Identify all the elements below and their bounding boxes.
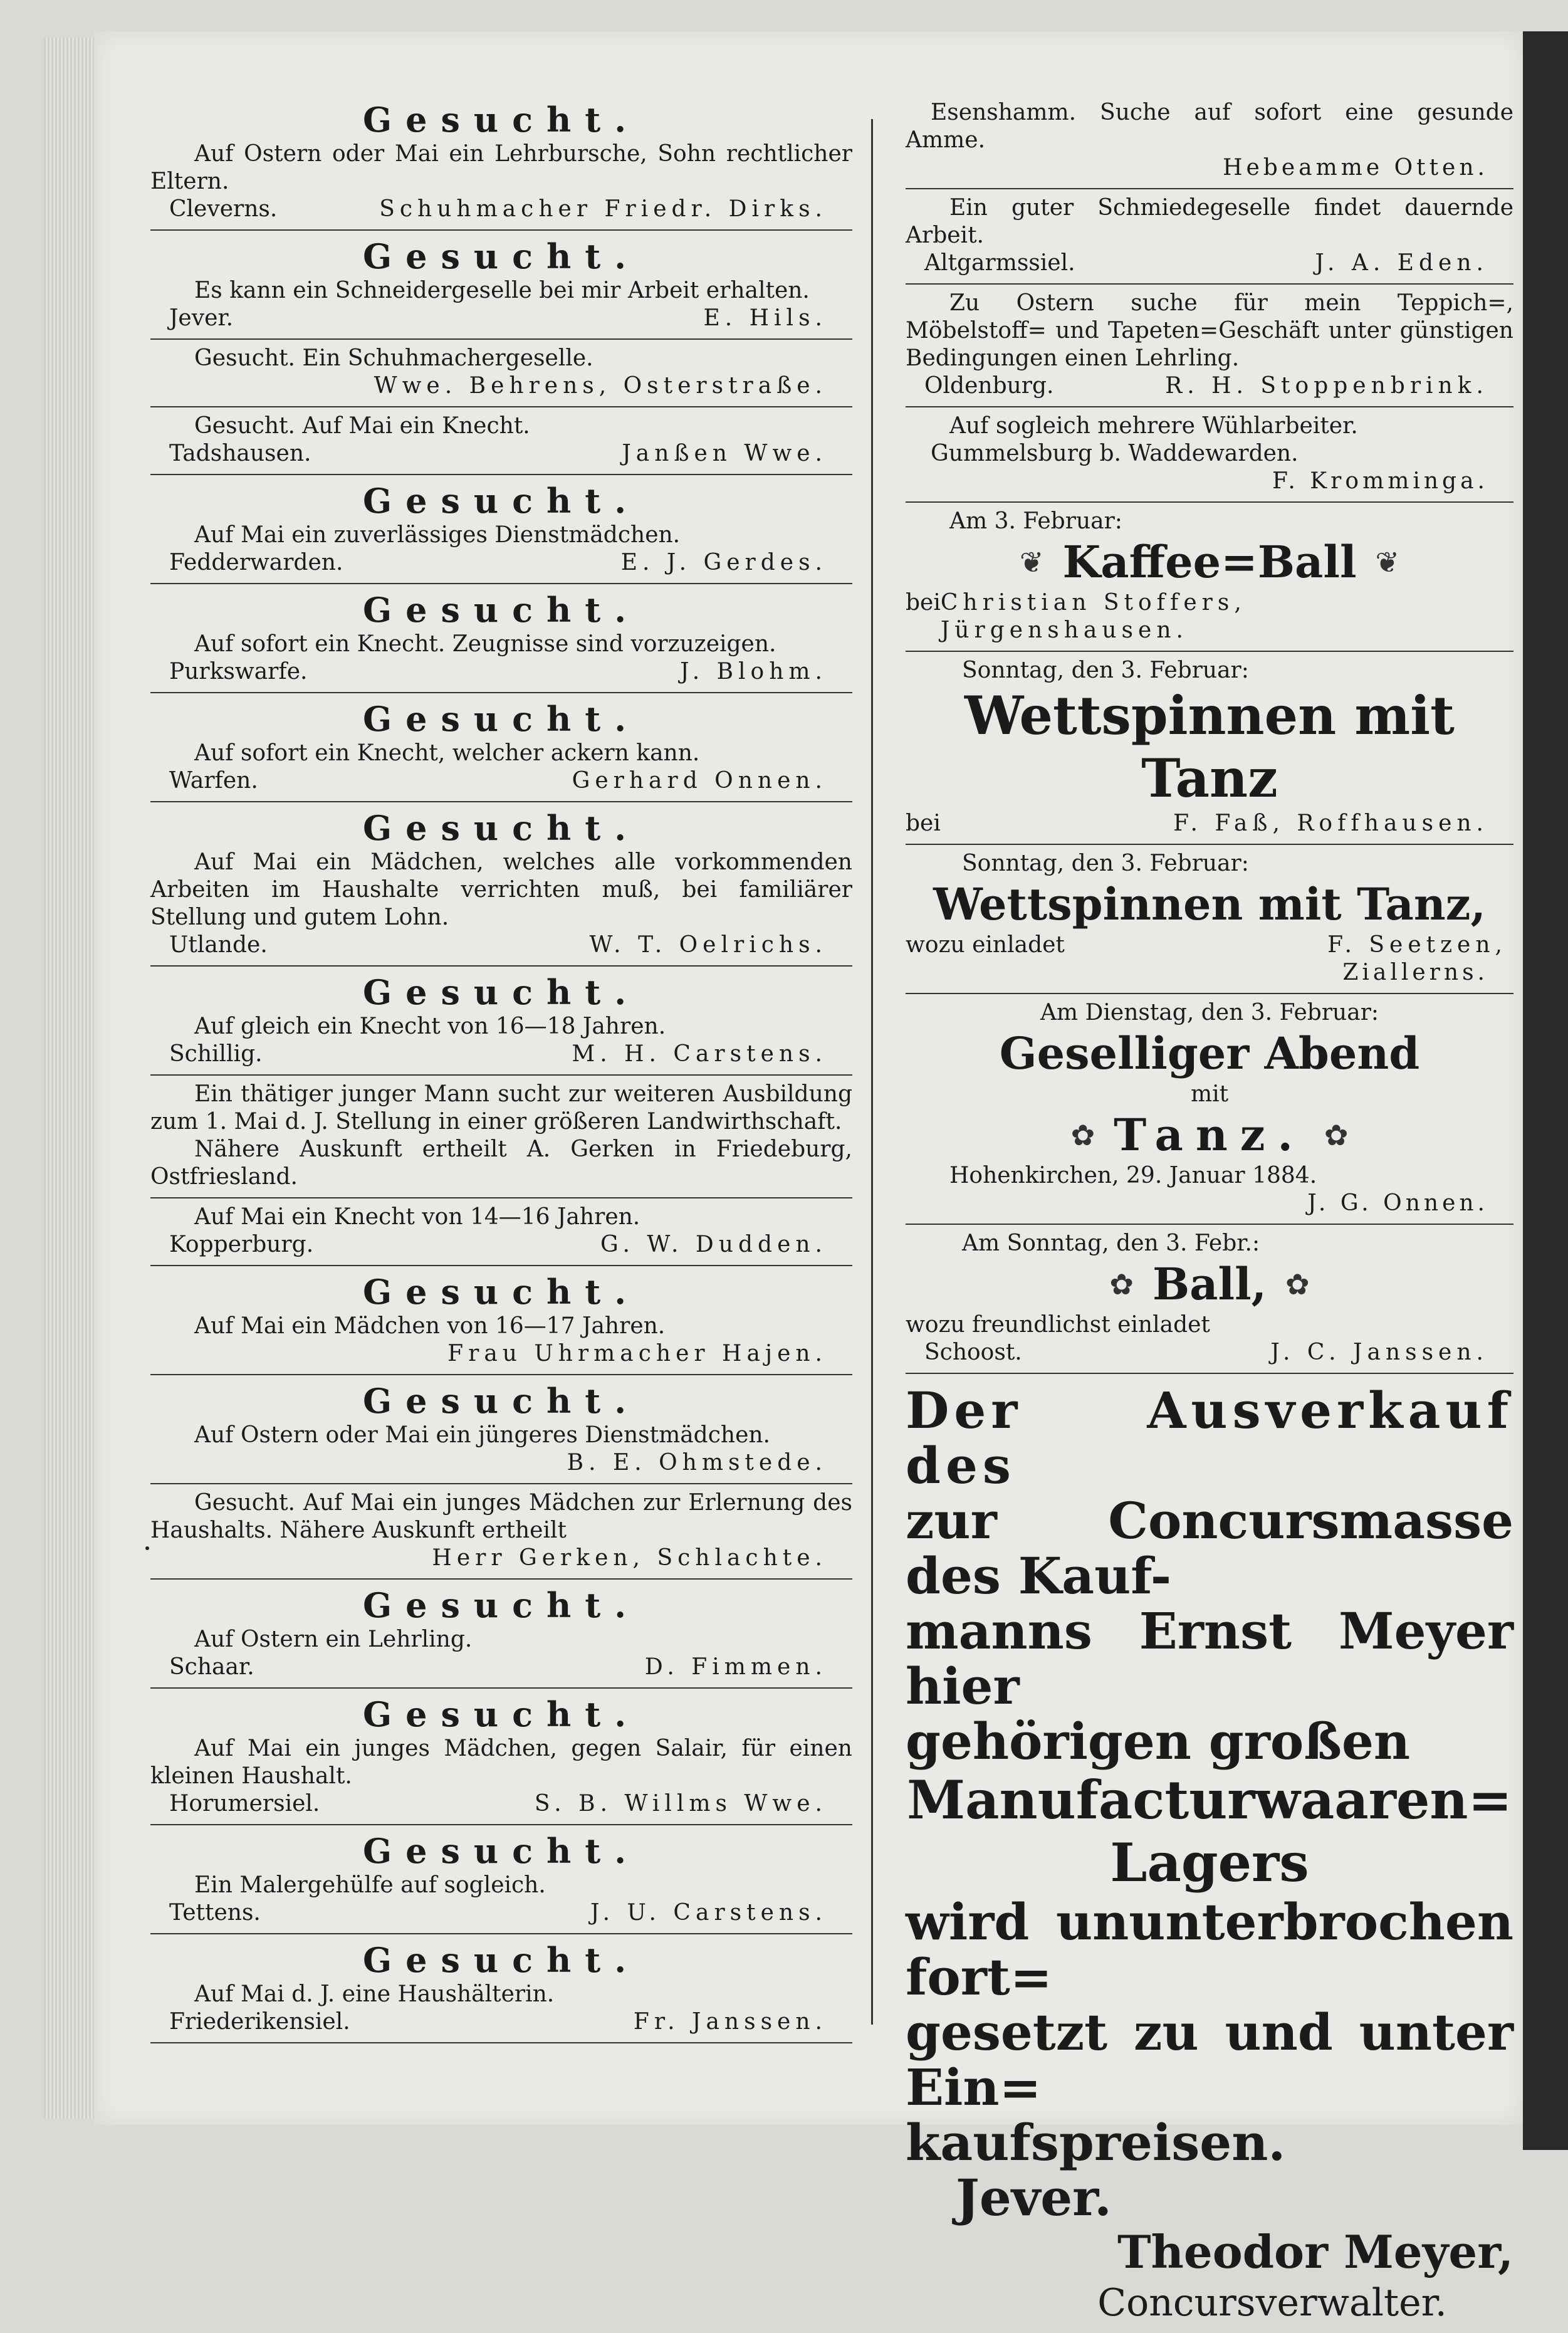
invite-text: wozu einladet: [906, 932, 1065, 958]
right-column: [906, 94, 1513, 2333]
ad-body: Auf gleich ein Knecht von 16—18 Jahren.: [194, 1014, 666, 1039]
event-date: Sonntag, den 3. Februar:: [962, 851, 1249, 876]
event-place: Schoost.: [924, 1340, 1022, 1365]
ad-body: Auf Mai ein Knecht von 14—16 Jahren.: [194, 1204, 640, 1230]
ad-heading: Gesucht.: [362, 236, 640, 276]
event-host: J. G. Onnen.: [1307, 1190, 1488, 1216]
classified-ad: [150, 967, 852, 1076]
ad-place: Friederikensiel.: [169, 2009, 350, 2035]
ad-name: Schuhmacher Friedr. Dirks.: [379, 196, 827, 222]
event-title: Ball,: [1152, 1258, 1267, 1310]
ink-dot: [145, 1546, 149, 1550]
ausverkauf-line: gesetzt zu und unter Ein=: [906, 2003, 1513, 2117]
ad-name: Wwe. Behrens, Osterstraße.: [374, 373, 827, 399]
ad-name: D. Fimmen.: [644, 1654, 827, 1680]
ad-body: Auf Ostern oder Mai ein Lehrbursche, Sohn rechtlicher Eltern.: [150, 141, 852, 194]
ad-body: Auf Ostern ein Lehrling.: [194, 1627, 473, 1652]
classified-ad: [150, 231, 852, 340]
ad-name: Janßen Wwe.: [622, 441, 827, 466]
ad-place: Schaar.: [169, 1654, 254, 1680]
ad-body: Auf Mai d. J. eine Haushälterin.: [194, 1981, 555, 2007]
ad-body: Gesucht. Auf Mai ein junges Mädchen zur Erlernung des Haushalts. Nähere Auskunft ertheilt: [150, 1490, 852, 1543]
ad-heading: Gesucht.: [362, 1272, 640, 1312]
classified-ad: [150, 1934, 852, 2043]
ad-body: Auf Ostern oder Mai ein jüngeres Dienstmädchen.: [194, 1422, 771, 1448]
event-host: F. Seetzen,: [1327, 932, 1507, 958]
classified-ad: [150, 1580, 852, 1689]
event-host-place: Ziallerns.: [1342, 960, 1488, 985]
classified-ad: [150, 340, 852, 407]
ad-place: Horumersiel.: [169, 1791, 320, 1817]
event-title: Wettspinnen mit Tanz: [964, 684, 1455, 809]
ad-place: Purkswarfe.: [169, 659, 308, 684]
ad-name: M. H. Carstens.: [572, 1041, 827, 1067]
ad-heading: Gesucht.: [362, 699, 640, 739]
ad-wuehlarbeiter: [906, 407, 1513, 503]
ad-body: Ein Malergehülfe auf sogleich.: [194, 1872, 546, 1898]
ad-place: Warfen.: [169, 768, 258, 794]
invite-text: wozu freundlichst einladet: [906, 1312, 1210, 1338]
ausverkauf-line: Der Ausverkauf des: [906, 1381, 1513, 1495]
bei-label: bei: [906, 590, 941, 616]
ad-name: F. Kromminga.: [1272, 468, 1488, 494]
ad-name: R. H. Stoppenbrink.: [1165, 373, 1488, 399]
ad-wettspinnen-2: [906, 845, 1513, 994]
ad-place: Fedderwarden.: [169, 550, 343, 575]
flourish-icon: ✿: [1324, 1118, 1349, 1152]
ad-name: Fr. Janssen.: [633, 2009, 827, 2035]
ausverkauf-line: kaufspreisen.: [906, 2113, 1286, 2172]
event-date: Am 3. Februar:: [949, 508, 1122, 534]
ad-body: Es kann ein Schneidergeselle bei mir Arbeit erhalten.: [194, 278, 810, 303]
ad-name: J. U. Carstens.: [590, 1900, 827, 1926]
fleuron-icon: ❦: [1375, 545, 1400, 579]
event-title: Geselliger Abend: [999, 1027, 1420, 1079]
ad-name: E. J. Gerdes.: [620, 550, 827, 575]
ad-address: Gummelsburg b. Waddewarden.: [931, 441, 1299, 466]
ad-heading: Gesucht.: [362, 808, 640, 848]
classified-ad: [150, 1266, 852, 1375]
ad-heading: Gesucht.: [362, 1940, 640, 1980]
ad-place: Tettens.: [169, 1900, 261, 1926]
event-date: Am Dienstag, den 3. Februar:: [1040, 1000, 1379, 1025]
ad-body: Auf Mai ein Mädchen von 16—17 Jahren.: [194, 1313, 666, 1339]
ad-name: J. Blohm.: [680, 659, 827, 684]
ad-ball: [906, 1225, 1513, 1374]
classified-ad: [150, 1484, 852, 1580]
flourish-icon: ✿: [1109, 1267, 1134, 1301]
event-host: J. C. Janssen.: [1270, 1340, 1488, 1365]
ad-body: Auf Mai ein zuverlässiges Dienstmädchen.: [194, 522, 681, 548]
flourish-icon: ✿: [1285, 1267, 1310, 1301]
classified-ad: [150, 1689, 852, 1825]
ad-place: Cleverns.: [169, 196, 278, 222]
ad-amme: [906, 94, 1513, 189]
signature-title: Concursverwalter.: [1097, 2281, 1447, 2325]
ausverkauf-line: Manufacturwaaren=: [907, 1769, 1512, 1831]
ad-body: Gesucht. Auf Mai ein Knecht.: [194, 413, 530, 439]
classified-ad: [150, 1375, 852, 1484]
ad-place: Utlande.: [169, 932, 268, 958]
event-title: Kaffee=Ball: [1062, 536, 1357, 588]
ad-heading: Gesucht.: [362, 590, 640, 630]
event-place-date: Hohenkirchen, 29. Januar 1884.: [949, 1163, 1317, 1188]
ad-name: Hebeamme Otten.: [1223, 155, 1488, 181]
ad-body: Auf sogleich mehrere Wühlarbeiter.: [949, 413, 1358, 439]
event-date: Sonntag, den 3. Februar:: [962, 658, 1249, 683]
ad-body: Esenshamm. Suche auf sofort eine gesunde Amme.: [906, 100, 1513, 153]
flourish-icon: ✿: [1070, 1118, 1095, 1152]
ad-body: Nähere Auskunft ertheilt A. Gerken in Friedeburg, Ostfriesland.: [150, 1136, 852, 1190]
ad-heading: Gesucht.: [362, 1831, 640, 1871]
ausverkauf-line: zur Concursmasse des Kauf-: [906, 1491, 1513, 1605]
event-title: Wettspinnen mit Tanz,: [933, 878, 1486, 930]
ad-body: Ein guter Schmiedegeselle findet dauernde Arbeit.: [906, 195, 1513, 248]
ad-name: B. E. Ohmstede.: [567, 1450, 827, 1476]
classified-ad: [150, 584, 852, 693]
ausverkauf-line: wird ununterbrochen fort=: [906, 1892, 1513, 2006]
event-host: F. Faß, Roffhausen.: [1173, 810, 1488, 836]
ad-kaffee-ball: [906, 503, 1513, 652]
ad-place: Schillig.: [169, 1041, 263, 1067]
ad-place: Tadshausen.: [169, 441, 311, 466]
ad-heading: Gesucht.: [362, 1381, 640, 1421]
ausverkauf-line: Lagers: [1110, 1832, 1309, 1894]
ad-body: Gesucht. Ein Schuhmachergeselle.: [194, 345, 593, 371]
signature-name: Theodor Meyer,: [1117, 2225, 1513, 2278]
ad-heading: Gesucht.: [362, 481, 640, 521]
ad-name: G. W. Dudden.: [600, 1232, 827, 1257]
left-column: [150, 94, 852, 2043]
ausverkauf-place: Jever.: [956, 2168, 1112, 2227]
fleuron-icon: ❦: [1019, 545, 1044, 579]
mit-label: mit: [1190, 1081, 1229, 1107]
ad-place: Oldenburg.: [924, 373, 1054, 399]
classified-ad: [150, 802, 852, 967]
ad-ausverkauf: [906, 1374, 1513, 2333]
event-host: Christian Stoffers, Jürgenshausen.: [940, 590, 1247, 643]
binding-edge: [1523, 31, 1568, 2150]
ad-name: J. A. Eden.: [1315, 250, 1488, 276]
ad-name: Gerhard Onnen.: [572, 768, 827, 794]
ad-body: Auf sofort ein Knecht, welcher ackern kann.: [194, 740, 700, 766]
ad-heading: Gesucht.: [362, 1585, 640, 1625]
page-edge-stack: [44, 38, 94, 2119]
ad-body: Zu Ostern suche für mein Teppich=, Möbelstoff= und Tapeten=Geschäft unter günstigen Bedingungen einen Lehrling.: [906, 290, 1513, 371]
ad-heading: Gesucht.: [362, 100, 640, 140]
ad-body: Auf sofort ein Knecht. Zeugnisse sind vorzuzeigen.: [194, 631, 776, 657]
tanz-label: Tanz.: [1114, 1109, 1305, 1161]
ad-body: Auf Mai ein Mädchen, welches alle vorkommenden Arbeiten im Haushalte verrichten muß, bei familiärer Stellung und gutem Lohn.: [150, 849, 852, 930]
ad-name: Herr Gerken, Schlachte.: [432, 1545, 827, 1571]
ad-body: Ein thätiger junger Mann sucht zur weiteren Ausbildung zum 1. Mai d. J. Stellung in einer größeren Landwirthschaft.: [150, 1081, 852, 1135]
ad-place: Jever.: [169, 305, 234, 331]
classified-ad: [150, 1198, 852, 1266]
classified-ad: [150, 94, 852, 231]
ad-heading: Gesucht.: [362, 972, 640, 1012]
ad-heading: Gesucht.: [362, 1694, 640, 1734]
bei-label: bei: [906, 810, 941, 836]
column-divider: [871, 119, 873, 2025]
classified-ad: [150, 407, 852, 475]
ausverkauf-line: manns Ernst Meyer hier: [906, 1602, 1513, 1716]
ad-schmiedegeselle: [906, 189, 1513, 285]
ad-name: Frau Uhrmacher Hajen.: [447, 1341, 827, 1366]
classified-ad: [150, 693, 852, 802]
ad-lehrling-oldenburg: [906, 285, 1513, 407]
ad-geselliger-abend: [906, 994, 1513, 1225]
ad-body: Auf Mai ein junges Mädchen, gegen Salair, für einen kleinen Haushalt.: [150, 1736, 852, 1789]
ad-place: Altgarmssiel.: [924, 250, 1075, 276]
classified-ad: [150, 1076, 852, 1198]
ad-name: W. T. Oelrichs.: [589, 932, 827, 958]
ad-name: S. B. Willms Wwe.: [534, 1791, 827, 1817]
ausverkauf-line: gehörigen großen: [906, 1712, 1411, 1771]
ad-name: E. Hils.: [703, 305, 827, 331]
ad-wettspinnen-1: [906, 652, 1513, 845]
classified-ad: [150, 475, 852, 584]
classified-ad: [150, 1825, 852, 1934]
ad-place: Kopperburg.: [169, 1232, 314, 1257]
event-date: Am Sonntag, den 3. Febr.:: [962, 1230, 1260, 1256]
